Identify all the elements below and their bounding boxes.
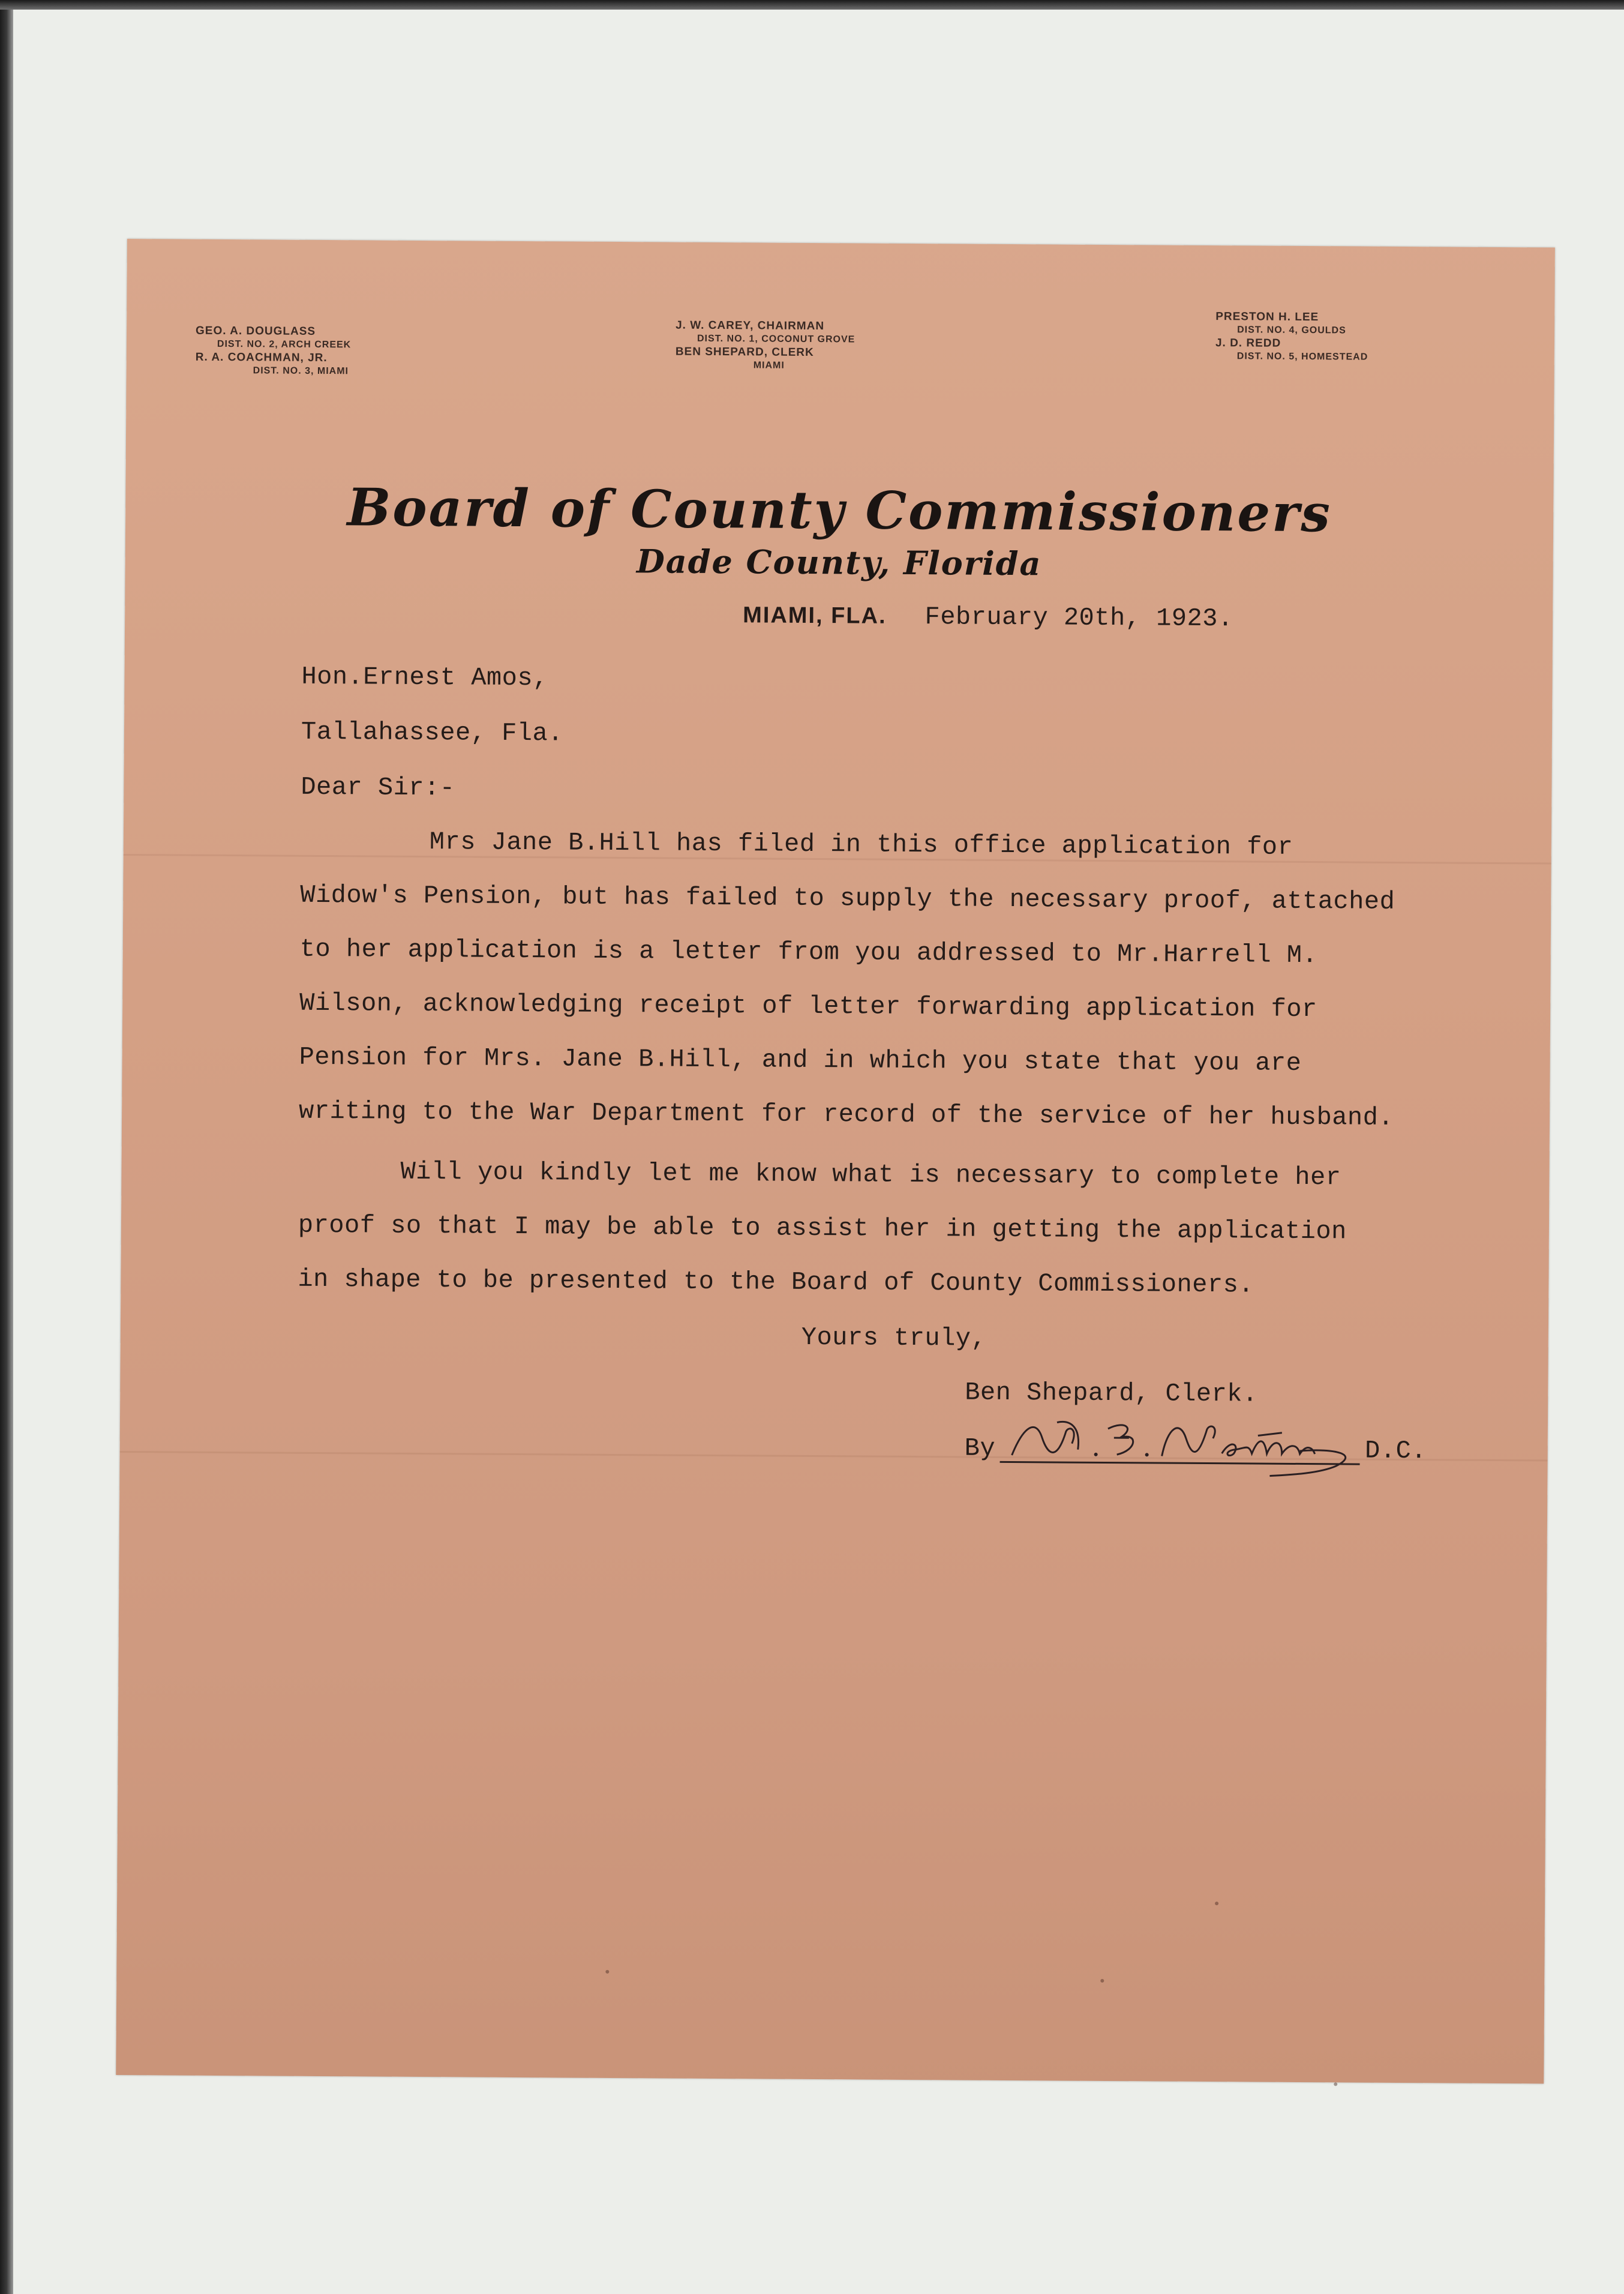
body-line: in shape to be presented to the Board of County Commissioners.: [298, 1264, 1254, 1300]
body-line: Will you kindly let me know what is necessary to complete her: [400, 1157, 1341, 1192]
paper-speck: [1100, 1979, 1104, 1983]
addressee-name: Hon.Ernest Amos,: [301, 662, 548, 693]
letterhead-right-name-1: PRESTON H. LEE: [1215, 310, 1319, 324]
letterhead-center: [676, 319, 855, 373]
letterhead-left: [196, 325, 352, 379]
body-line: Mrs Jane B.Hill has filed in this office application for: [429, 827, 1293, 862]
scan-left-edge: [0, 0, 13, 2294]
scan-top-edge: [0, 0, 1624, 10]
masthead-subtitle: Dade County, Florida: [636, 542, 1042, 583]
place-date-line: [743, 601, 1233, 633]
letter-page: [116, 239, 1555, 2083]
letterhead-left-district-2: DIST. NO. 3, MIAMI: [253, 365, 349, 377]
letterhead-chairman-district: DIST. NO. 1, COCONUT GROVE: [697, 333, 855, 345]
body-line: to her application is a letter from you addressed to Mr.Harrell M.: [299, 934, 1318, 970]
letterhead-left-district-1: DIST. NO. 2, ARCH CREEK: [217, 338, 352, 350]
signature-line: [965, 1425, 1427, 1466]
body-line: proof so that I may be able to assist her in getting the application: [298, 1210, 1347, 1246]
paper-speck: [605, 1970, 609, 1974]
body-line: Pension for Mrs. Jane B.Hill, and in which you state that you are: [299, 1042, 1302, 1078]
closing: Yours truly,: [801, 1323, 987, 1353]
signature-suffix: D.C.: [1364, 1436, 1427, 1466]
paper-speck: [1334, 2082, 1337, 2086]
letterhead-left-name-2: R. A. COACHMAN, JR.: [195, 350, 328, 365]
letterhead-right: [1215, 310, 1368, 364]
letterhead-clerk: BEN SHEPARD, CLERK: [675, 345, 814, 359]
letterhead-right-district-1: DIST. NO. 4, GOULDS: [1237, 325, 1346, 336]
addressee-location: Tallahassee, Fla.: [301, 717, 564, 748]
signature-prefix: By: [964, 1434, 996, 1463]
salutation: Dear Sir:-: [301, 772, 455, 803]
masthead-title: Board of County Commissioners: [347, 477, 1332, 544]
letter-date: February 20th, 1923.: [924, 602, 1233, 634]
signature-scribble: [1000, 1401, 1373, 1482]
paper-speck: [1215, 1902, 1218, 1905]
letterhead-right-district-2: DIST. NO. 5, HOMESTEAD: [1236, 351, 1368, 362]
signatory: Ben Shepard, Clerk.: [965, 1378, 1258, 1409]
body-line: Widow's Pension, but has failed to supply the necessary proof, attached: [300, 880, 1395, 916]
letterhead-left-name-1: GEO. A. DOUGLASS: [196, 324, 316, 338]
letterhead-chairman: J. W. CAREY, CHAIRMAN: [676, 319, 825, 333]
body-line: Wilson, acknowledging receipt of letter forwarding application for: [299, 988, 1317, 1024]
letterhead-right-name-2: J. D. REDD: [1215, 337, 1281, 350]
body-line: writing to the War Department for record of the service of her husband.: [298, 1096, 1394, 1132]
handwritten-signature: [1000, 1425, 1360, 1465]
letterhead-clerk-city: MIAMI: [753, 360, 785, 371]
letter-place: MIAMI, FLA.: [743, 602, 887, 629]
